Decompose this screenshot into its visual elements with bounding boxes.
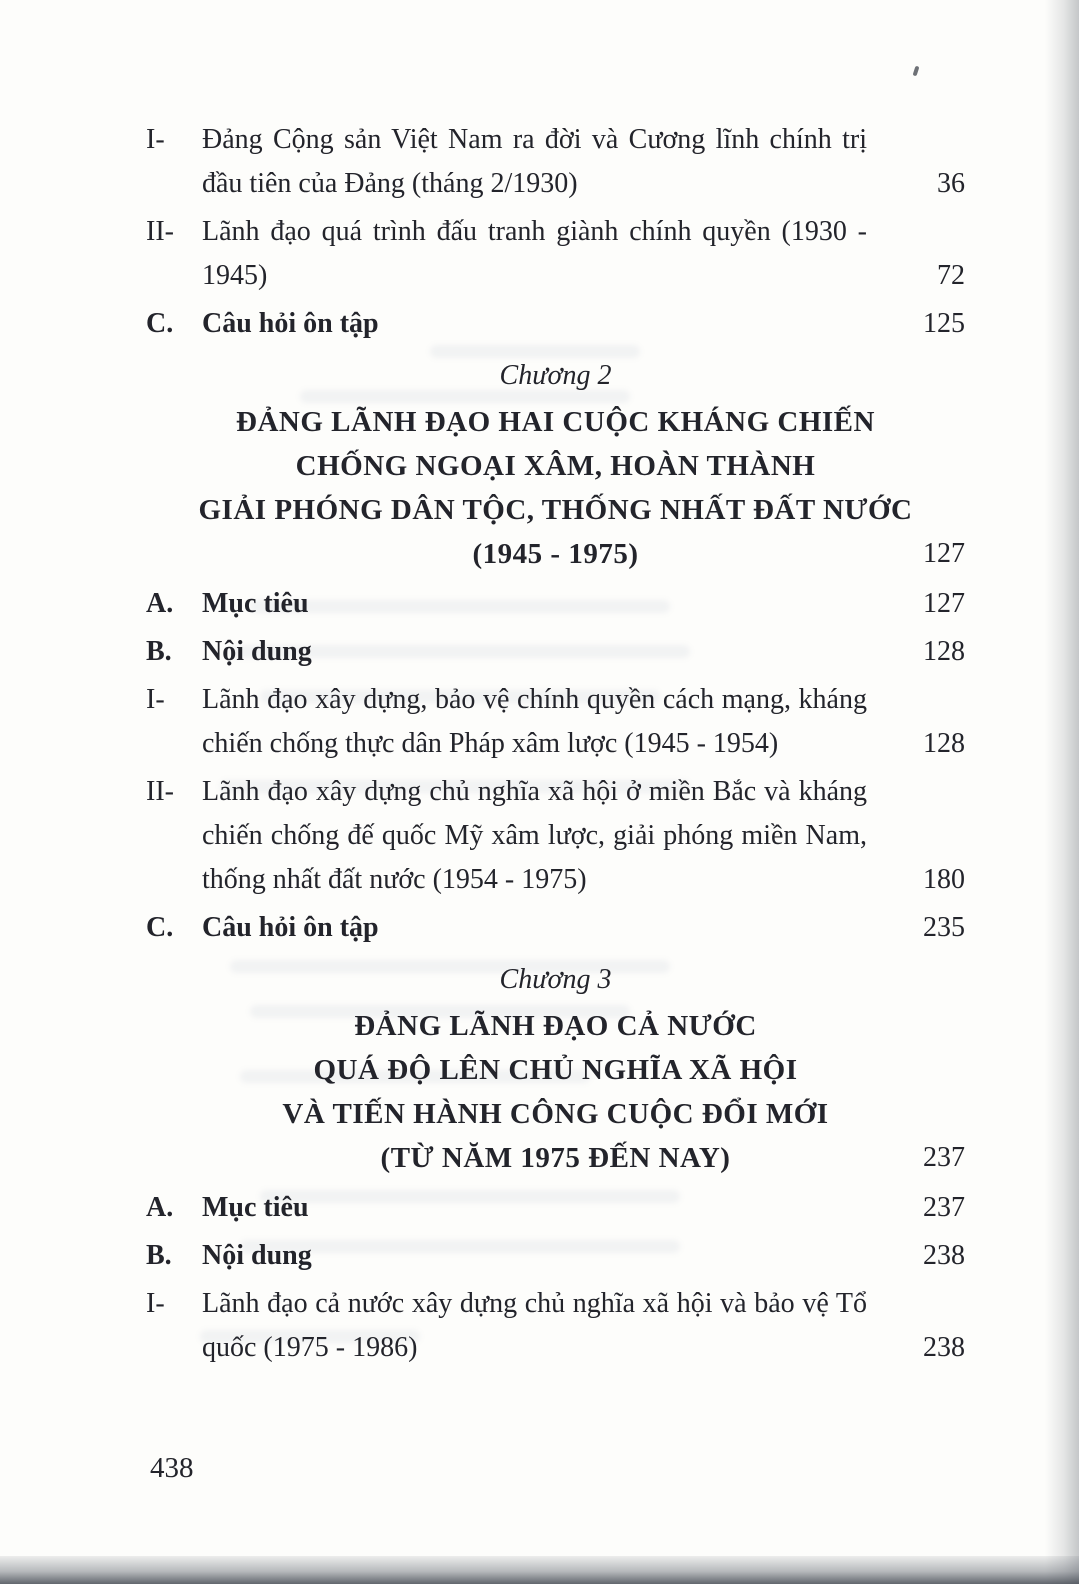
toc-entry [146,302,965,346]
toc-entry [146,630,965,674]
toc-entry-label: I- [146,684,165,715]
toc-entry [146,770,965,902]
toc-entry-label: C. [146,308,174,339]
toc-entry-page: 180 [923,864,965,895]
toc-entry-text: Lãnh đạo cả nước xây dựng chủ nghĩa xã hội và bảo vệ Tổ quốc (1975 - 1986) [202,1288,867,1363]
toc-entry [146,678,965,766]
chapter-title-text: QUÁ ĐỘ LÊN CHỦ NGHĨA XÃ HỘI [313,1054,798,1086]
toc-entry [146,210,965,298]
scan-speck [913,66,920,77]
chapter-page-number: 127 [923,538,965,569]
toc-entry [146,1234,965,1278]
toc-entry-page: 128 [923,728,965,759]
table-of-contents [146,118,965,1374]
toc-entry-page: 36 [937,168,965,199]
chapter-title-line [146,1136,965,1180]
toc-entry [146,906,965,950]
toc-entry-text: Câu hỏi ôn tập [202,912,379,943]
toc-entry-page: 128 [923,636,965,667]
page-number: 438 [150,1452,194,1484]
toc-entry-page: 237 [923,1192,965,1223]
chapter-title-text: GIẢI PHÓNG DÂN TỘC, THỐNG NHẤT ĐẤT NƯỚC [198,494,913,526]
toc-entry-label: A. [146,1192,174,1223]
toc-entry-label: B. [146,636,172,667]
toc-entry-label: I- [146,1288,165,1319]
toc-entry [146,1282,965,1370]
toc-entry-text: Nội dung [202,636,312,667]
chapter-title-text: (TỪ NĂM 1975 ĐẾN NAY) [380,1142,731,1174]
chapter-title-line [146,444,965,488]
chapter-kicker: Chương 3 [499,964,612,995]
chapter-title-line [146,532,965,576]
chapter-title-text: (1945 - 1975) [472,538,639,570]
page-edge-shadow-right [1045,0,1079,1584]
toc-entry-label: II- [146,776,174,807]
toc-entry-label: B. [146,1240,172,1271]
toc-entry-page: 238 [923,1240,965,1271]
toc-entry-text: Mục tiêu [202,1192,309,1223]
chapter-heading [146,354,965,576]
chapter-page-number: 237 [923,1142,965,1173]
toc-entry [146,1186,965,1230]
chapter-title-text: ĐẢNG LÃNH ĐẠO HAI CUỘC KHÁNG CHIẾN [236,406,875,438]
toc-entry-label: A. [146,588,174,619]
toc-entry-text: Câu hỏi ôn tập [202,308,379,339]
toc-entry-label: I- [146,124,165,155]
chapter-title-line [146,1048,965,1092]
toc-entry-text: Lãnh đạo xây dựng, bảo vệ chính quyền cách mạng, kháng chiến chống thực dân Pháp xâm lược (1945 - 1954) [202,684,867,759]
toc-entry-page: 127 [923,588,965,619]
toc-entry-page: 72 [937,260,965,291]
chapter-kicker: Chương 2 [499,360,612,391]
toc-entry-page: 125 [923,308,965,339]
page-edge-shadow-bottom [0,1556,1079,1584]
chapter-title-text: ĐẢNG LÃNH ĐẠO CẢ NƯỚC [354,1010,757,1042]
toc-entry [146,582,965,626]
chapter-title-line [146,1004,965,1048]
toc-entry [146,118,965,206]
toc-entry-text: Đảng Cộng sản Việt Nam ra đời và Cương lĩnh chính trị đầu tiên của Đảng (tháng 2/1930) [202,124,867,199]
chapter-title-text: VÀ TIẾN HÀNH CÔNG CUỘC ĐỔI MỚI [282,1098,829,1130]
toc-entry-page: 235 [923,912,965,943]
toc-entry-text: Lãnh đạo quá trình đấu tranh giành chính quyền (1930 - 1945) [202,216,867,291]
toc-entry-label: C. [146,912,174,943]
toc-entry-page: 238 [923,1332,965,1363]
chapter-title-text: CHỐNG NGOẠI XÂM, HOÀN THÀNH [295,450,816,482]
chapter-title-line [146,488,965,532]
chapter-title-line [146,1092,965,1136]
toc-entry-text: Mục tiêu [202,588,309,619]
toc-entry-text: Lãnh đạo xây dựng chủ nghĩa xã hội ở miền Bắc và kháng chiến chống đế quốc Mỹ xâm lược, giải phóng miền Nam, thống nhất đất nước (1954 - 1975) [202,776,867,895]
toc-entry-label: II- [146,216,174,247]
chapter-heading [146,958,965,1180]
chapter-title-line [146,400,965,444]
toc-entry-text: Nội dung [202,1240,312,1271]
